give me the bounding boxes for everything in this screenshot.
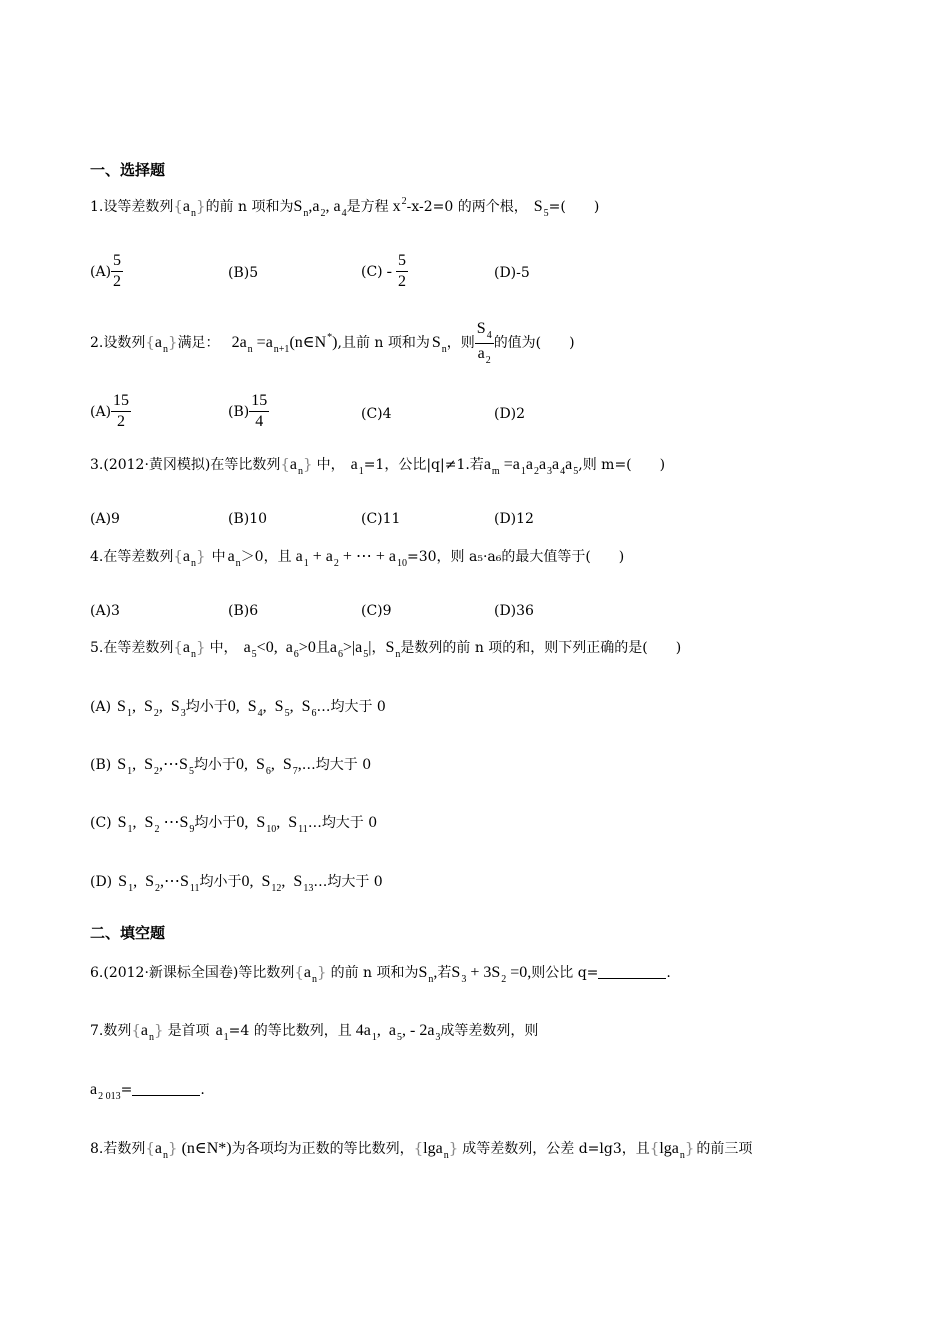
q4-option-c: (C)9 xyxy=(361,603,392,619)
q2-ratio-fraction: $\frac{S_4}{a_2}$ xyxy=(476,320,492,366)
q5-option-d: (D) $S_1$, $S_2,\cdots S_{11}$均小于0, $S_{12}$, $S_{13}\dots$均大于 0 xyxy=(90,873,383,894)
q5-option-c: (C) $S_1$, $S_2$ $\cdots S_9$均小于0, $S_{10}$, $S_{11}\dots$均大于 0 xyxy=(90,814,378,835)
q6-answer-blank[interactable] xyxy=(598,978,666,979)
q1-text-1: 的前 n 项和为 xyxy=(205,199,294,215)
q1-fraction-a: $\frac{5}{2}$ xyxy=(113,252,122,291)
q1-fraction-c: $\frac{5}{2}$ xyxy=(397,252,406,291)
q2-option-b: (B) $\frac{15}{4}$ xyxy=(228,392,268,431)
q1-prefix: 1.设等差数列 xyxy=(90,199,174,215)
question-4: 4.在等差数列$\{a_n\}$ 中 $a_n>0$，且 $a_1 + a_2$ + ⋯ + $a_{10}=30$，则 a₅·a₆的最大值等于( ) xyxy=(90,547,625,569)
q5-option-b: (B) $S_1$, $S_2,\cdots S_5$均小于0, $S_6$, $S_7,\dots$均大于 0 xyxy=(90,756,372,777)
q2-option-c: (C)4 xyxy=(361,406,392,422)
question-6: 6.(2012·新课标全国卷)等比数列$\{a_n\}$ 的前 n 项和为$S_n$,若$S_3 + 3S_2 =0$,则公比 q= . xyxy=(90,963,671,985)
q1-option-c: (C) - $\frac{5}{2}$ xyxy=(361,252,406,291)
question-7-line-2: $a_{2 013}=$ . xyxy=(90,1081,205,1102)
q1-text-2: 是方程 xyxy=(346,199,389,215)
question-3: 3.(2012·黄冈模拟)在等比数列$\{a_n\}$ 中， $a_1=1$，公比|q|≠1.若$a_m =a_1a_2a_3a_4a_5$,则 m=( ) xyxy=(90,455,666,477)
q4-option-d: (D)36 xyxy=(494,603,534,619)
q1-text-3: -x-2=0 的两个根， xyxy=(406,199,528,215)
q3-option-c: (C)11 xyxy=(361,511,401,527)
q5-option-a: (A) $S_1$, $S_2$, $S_3$均小于0, $S_4$, $S_5$, $S_6\dots$均大于 0 xyxy=(90,698,386,719)
q1-option-d: (D)-5 xyxy=(494,265,530,281)
q7-answer-blank[interactable] xyxy=(132,1095,200,1096)
q3-option-a: (A)9 xyxy=(90,511,120,527)
question-7: 7.数列$\{a_n\}$ 是首项 $a_1=4$ 的等比数列，且 $4a_1$, $a_5$, - $2a_3$成等差数列，则 xyxy=(90,1021,539,1043)
q2-option-d: (D)2 xyxy=(494,406,526,422)
question-2: 2.设数列$\{a_n\}$满足： $2a_n$ $=a_{n+1}(n\in N^*)$,且前 n 项和为 $S_n$，则 $\frac{S_4}{a_2}$ 的值为( ) xyxy=(90,320,575,366)
q1-text-4: =( ) xyxy=(548,199,600,215)
q4-option-a: (A)3 xyxy=(90,603,120,619)
question-8: 8.若数列$\{a_n\}$ (n∈N*)为各项均为正数的等比数列，{lga$_n$} 成等差数列，公差 d=lg3，且{lga$_n$} 的前三项 xyxy=(90,1139,753,1161)
q4-option-b: (B)6 xyxy=(228,603,259,619)
section-heading-choice: 一、选择题 xyxy=(90,161,166,179)
section-heading-fill: 二、填空题 xyxy=(90,924,166,942)
question-1: 1.设等差数列$\{a_n\}$的前 n 项和为$S_n,a_2$, $a_4$是方程 $x^2-x-2=0$ 的两个根， $S_5=$( ) xyxy=(90,196,600,219)
q3-option-b: (B)10 xyxy=(228,511,268,527)
q3-option-d: (D)12 xyxy=(494,511,534,527)
q1-option-b: (B)5 xyxy=(228,265,259,281)
q2-option-a: (A) $\frac{15}{2}$ xyxy=(90,392,130,431)
question-5: 5.在等差数列$\{a_n\}$ 中， $a_5<0$, $a_6>0$且$a_6>|a_5|$，$S_n$是数列的前 n 项的和，则下列正确的是( ) xyxy=(90,638,682,660)
q1-option-a: (A) $\frac{5}{2}$ xyxy=(90,252,122,291)
